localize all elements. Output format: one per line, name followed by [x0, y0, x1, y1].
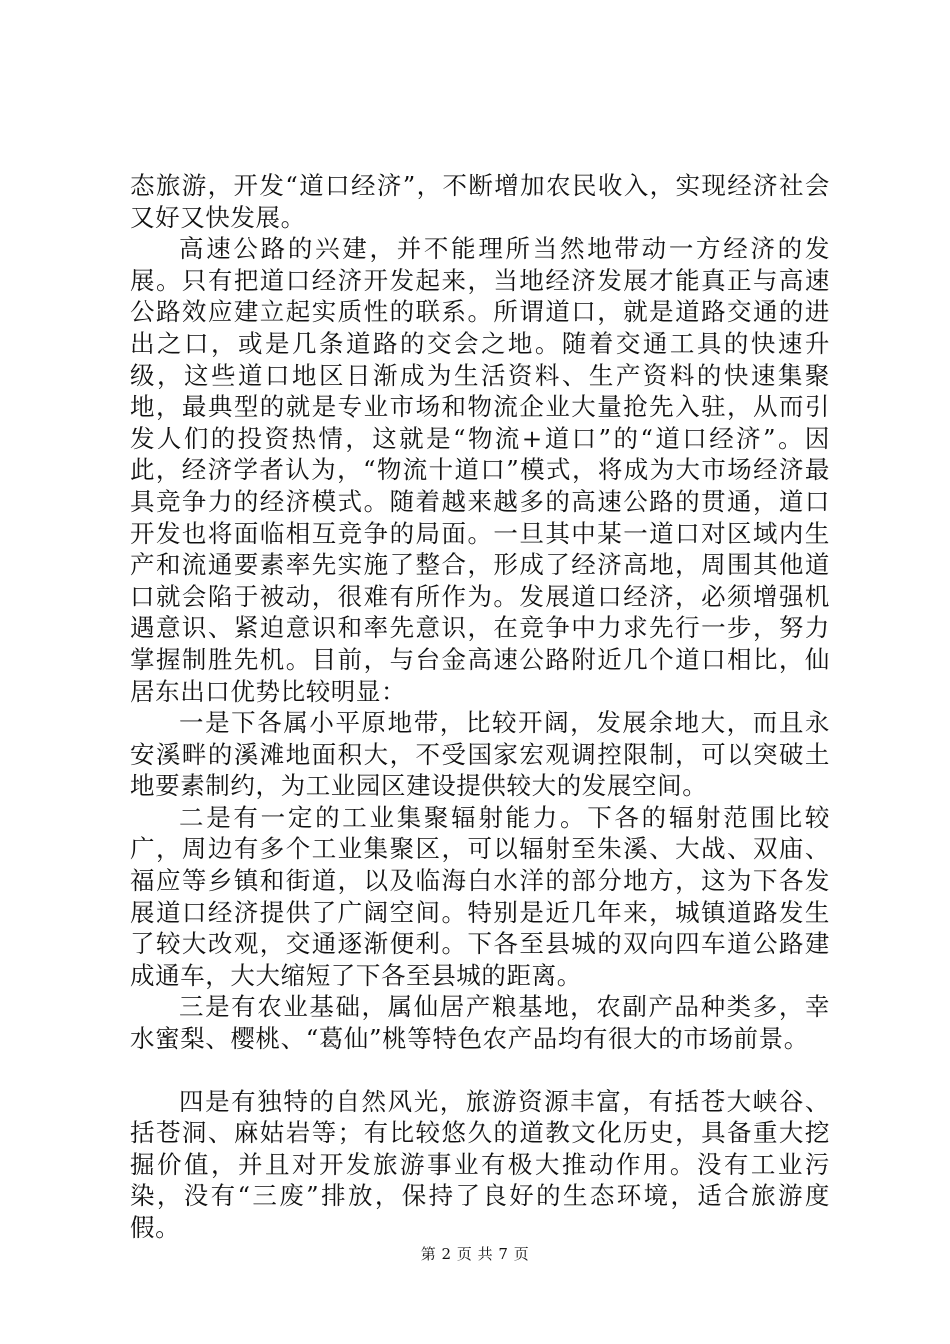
paragraph-advantage-one: 一是下各属小平原地带，比较开阔，发展余地大，而且永安溪畔的溪滩地面积大，不受国家宏观调控限制，可以突破土地要素制约，为工业园区建设提供较大的发展空间。: [130, 708, 830, 801]
paragraph-advantage-four: 四是有独特的自然风光，旅游资源丰富，有括苍大峡谷、括苍洞、麻姑岩等；有比较悠久的道教文化历史，具备重大挖掘价值，并且对开发旅游事业有极大推动作用。没有工业污染，没有“三废”排放，保持了良好的生态环境，适合旅游度假。: [130, 1086, 830, 1242]
paragraph-advantage-three: 三是有农业基础，属仙居产粮基地，农副产品种类多，幸水蜜梨、樱桃、“葛仙”桃等特色农产品均有很大的市场前景。: [130, 992, 830, 1054]
paragraph-advantage-two: 二是有一定的工业集聚辐射能力。下各的辐射范围比较广，周边有多个工业集聚区，可以辐射至朱溪、大战、双庙、福应等乡镇和街道，以及临海白水洋的部分地方，这为下各发展道口经济提供了广阔空间。特别是近几年来，城镇道路发生了较大改观，交通逐渐便利。下各至县城的双向四车道公路建成通车，大大缩短了下各至县城的距离。: [130, 802, 830, 990]
paragraph-continuation: 态旅游，开发“道口经济”，不断增加农民收入，实现经济社会又好又快发展。: [130, 171, 830, 232]
document-body: [130, 170, 830, 1244]
paragraph-highway-economy: 高速公路的兴建，并不能理所当然地带动一方经济的发展。只有把道口经济开发起来，当地经济发展才能真正与高速公路效应建立起实质性的联系。所谓道口，就是道路交通的进出之口，或是几条道路的交会之地。随着交通工具的快速升级，这些道口地区日渐成为生活资料、生产资料的快速集聚地，最典型的就是专业市场和物流企业大量抢先入驻，从而引发人们的投资热情，这就是“物流+道口”的“道口经济”。因此，经济学者认为，“物流十道口”模式，将成为大市场经济最具竞争力的经济模式。随着越来越多的高速公路的贯通，道口开发也将面临相互竞争的局面。一旦其中某一道口对区域内生产和流通要素率先实施了整合，形成了经济高地，周围其他道口就会陷于被动，很难有所作为。发展道口经济，必须增强机遇意识、紧迫意识和率先意识，在竞争中力求先行一步，努力掌握制胜先机。目前，与台金高速公路附近几个道口相比，仙居东出口优势比较明显：: [130, 234, 830, 706]
page-number-footer: 第 2 页 共 7 页: [420, 1245, 530, 1263]
